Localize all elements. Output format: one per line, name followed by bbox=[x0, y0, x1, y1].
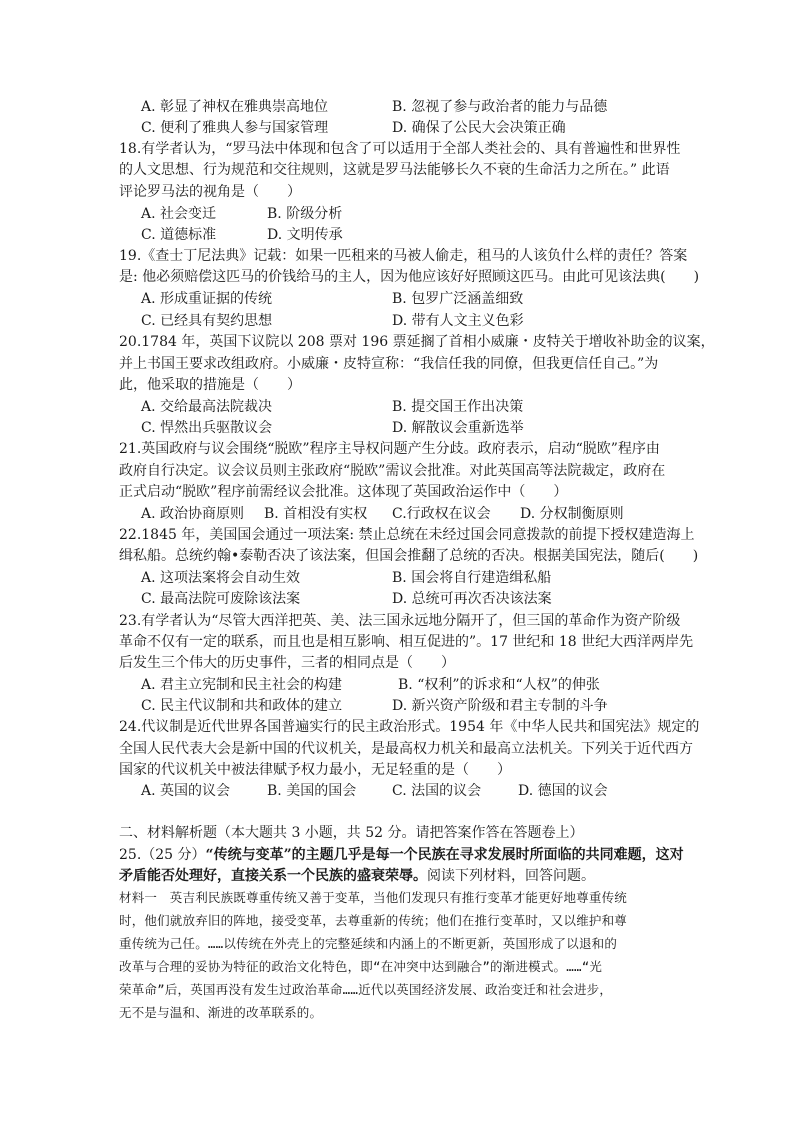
q17-option-b: B. 忽视了参与政治者的能力与品德 bbox=[392, 99, 608, 115]
q25-instruction: 阅读下列材料，回答问题。 bbox=[427, 868, 595, 884]
q20-option-c: C. 悍然出兵驱散议会 bbox=[141, 420, 273, 436]
q19-stem-line1: 19.《查士丁尼法典》记载：如果一匹租来的马被人偷走，租马的人该负什么样的责任？答案 bbox=[119, 248, 688, 264]
q19-option-b: B. 包罗广泛涵盖细致 bbox=[392, 291, 524, 307]
material1-line5: 荣革命”后，英国再没有发生过政治革命……近代以英国经济发展、政治变迁和社会进步， bbox=[119, 982, 613, 997]
q22-option-d: D. 总统可再次否决该法案 bbox=[392, 591, 552, 607]
q18-option-b: B. 阶级分析 bbox=[267, 206, 343, 222]
q24-stem-line2: 全国人民代表大会是新中国的代议机关，是最高权力机关和最高立法机关。下列关于近代西方 bbox=[119, 741, 693, 757]
q21-option-b: B. 首相没有实权 bbox=[264, 506, 368, 522]
q25-bold-intro-cont: 矛盾能否处理好，直接关系一个民族的盛衰荣辱。 bbox=[119, 868, 427, 884]
q22-option-b: B. 国会将自行建造缉私船 bbox=[392, 570, 552, 586]
q17-option-d: D. 确保了公民大会决策正确 bbox=[392, 120, 566, 136]
material1-line4: 改革与合理的妥协为特征的政治文化特色，即“在冲突中达到融合”的渐进模式。……“光 bbox=[119, 959, 603, 974]
q22-option-a: A. 这项法案将会自动生效 bbox=[141, 570, 301, 586]
q17-option-a: A. 彰显了神权在雅典崇高地位 bbox=[141, 99, 329, 115]
q18-option-a: A. 社会变迁 bbox=[141, 206, 217, 222]
material1-line6: 无不是与温和、渐进的改革联系的。 bbox=[119, 1005, 323, 1020]
q18-option-c: C. 道德标准 bbox=[141, 227, 217, 243]
q25-stem-line1 bbox=[119, 845, 684, 865]
section-title: 二、材料解析题（本大题共 3 小题，共 52 分。请把答案作答在答题卷上） bbox=[119, 825, 584, 841]
q23-stem-line2: 革命不仅有一定的联系，而且也是相互影响、相互促进的”。17 世纪和 18 世纪大西洋两岸先 bbox=[119, 634, 694, 650]
material1-line2: 时，他们就放弃旧的阵地，接受变革，去尊重新的传统；他们在推行变革时，又以维护和尊 bbox=[119, 913, 628, 928]
q18-stem-line3: 评论罗马法的视角是（ ） bbox=[119, 184, 301, 200]
q21-stem-line3: 正式启动“脱欧”程序前需经议会批准。这体现了英国政治运作中（ ） bbox=[119, 484, 568, 500]
q23-option-d: D. 新兴资产阶级和君主专制的斗争 bbox=[392, 698, 608, 714]
q20-stem-line2: 并上书国王要求改组政府。小威廉・皮特宣称：“我信任我的同僚，但我更信任自己。”为 bbox=[119, 356, 659, 372]
q24-option-c: C. 法国的议会 bbox=[392, 783, 482, 799]
q24-option-d: D. 德国的议会 bbox=[518, 783, 608, 799]
q23-stem-line3: 后发生三个伟大的历史事件，三者的相同点是（ ） bbox=[119, 655, 455, 671]
q18-stem-line1: 18.有学者认为，“罗马法中体现和包含了可以适用于全部人类社会的、具有普遍性和世界性 bbox=[119, 141, 681, 157]
q25-stem-line2 bbox=[119, 866, 595, 886]
material1-line1: 材料一 英吉利民族既尊重传统又善于变革，当他们发现只有推行变革才能更好地尊重传统 bbox=[119, 890, 628, 905]
q20-stem-line3: 此，他采取的措施是（ ） bbox=[119, 377, 301, 393]
q22-stem-line1: 22.1845 年，美国国会通过一项法案: 禁止总统在未经过国会同意拨款的前提下授权建造海上 bbox=[119, 527, 695, 543]
q18-stem-line2: 的人文思想、行为规范和交往规则，这就是罗马法能够长久不衰的生命活力之所在。” 此语 bbox=[119, 162, 670, 178]
q17-option-c: C. 便利了雅典人参与国家管理 bbox=[141, 120, 329, 136]
q21-stem-line1: 21.英国政府与议会围绕“脱欧”程序主导权问题产生分歧。政府表示，启动“脱欧”程序由 bbox=[119, 441, 660, 457]
q22-option-c: C. 最高法院可废除该法案 bbox=[141, 591, 301, 607]
material1-line3: 重传统为己任。……以传统在外壳上的完整延续和内涵上的不断更新，英国形成了以退和的 bbox=[119, 936, 618, 951]
q21-option-c: C.行政权在议会 bbox=[392, 506, 491, 522]
q20-option-d: D. 解散议会重新选举 bbox=[392, 420, 524, 436]
q20-option-b: B. 提交国王作出决策 bbox=[392, 399, 524, 415]
q25-score-prefix: 25.（25 分） bbox=[119, 847, 206, 863]
q24-option-a: A. 英国的议会 bbox=[141, 783, 231, 799]
q20-option-a: A. 交给最高法院裁决 bbox=[141, 399, 273, 415]
q24-option-b: B. 美国的国会 bbox=[267, 783, 357, 799]
q24-stem-line1: 24.代议制是近代世界各国普遍实行的民主政治形式。1954 年《中华人民共和国宪法》规定的 bbox=[119, 719, 700, 735]
q19-option-c: C. 已经具有契约思想 bbox=[141, 313, 273, 329]
q18-option-d: D. 文明传承 bbox=[267, 227, 343, 243]
q23-stem-line1: 23.有学者认为“尽管大西洋把英、美、法三国永远地分隔开了，但三国的革命作为资产阶级 bbox=[119, 613, 681, 629]
q23-option-b: B. “权利”的诉求和“人权”的伸张 bbox=[398, 677, 600, 693]
q20-stem-line1: 20.1784 年，英国下议院以 208 票对 196 票延搁了首相小威廉・皮特关于增收补助金的议案， bbox=[119, 334, 715, 350]
q24-stem-line3: 国家的代议机关中被法律赋予权力最小，无足轻重的是（ ） bbox=[119, 762, 511, 778]
q21-stem-line2: 政府自行决定。议会议员则主张政府“脱欧”需议会批准。对此英国高等法院裁定，政府在 bbox=[119, 463, 666, 479]
q21-option-d: D. 分权制衡原则 bbox=[520, 506, 624, 522]
q19-option-a: A. 形成重证据的传统 bbox=[141, 291, 273, 307]
q21-option-a: A. 政治协商原则 bbox=[141, 506, 245, 522]
q19-option-d: D. 带有人文主义色彩 bbox=[392, 313, 524, 329]
q23-option-a: A. 君主立宪制和民主社会的构建 bbox=[141, 677, 343, 693]
q19-stem-line2: 是: 他必须赔偿这匹马的价钱给马的主人，因为他应该好好照顾这匹马。由此可见该法典( ) bbox=[119, 269, 700, 285]
q22-stem-line2: 缉私船。总统约翰•泰勒否决了该法案，但国会推翻了总统的否决。根据美国宪法，随后( ) bbox=[119, 548, 699, 564]
q25-bold-intro: “传统与变革”的主题几乎是每一个民族在寻求发展时所面临的共同难题，这对 bbox=[205, 847, 684, 863]
q23-option-c: C. 民主代议制和共和政体的建立 bbox=[141, 698, 343, 714]
